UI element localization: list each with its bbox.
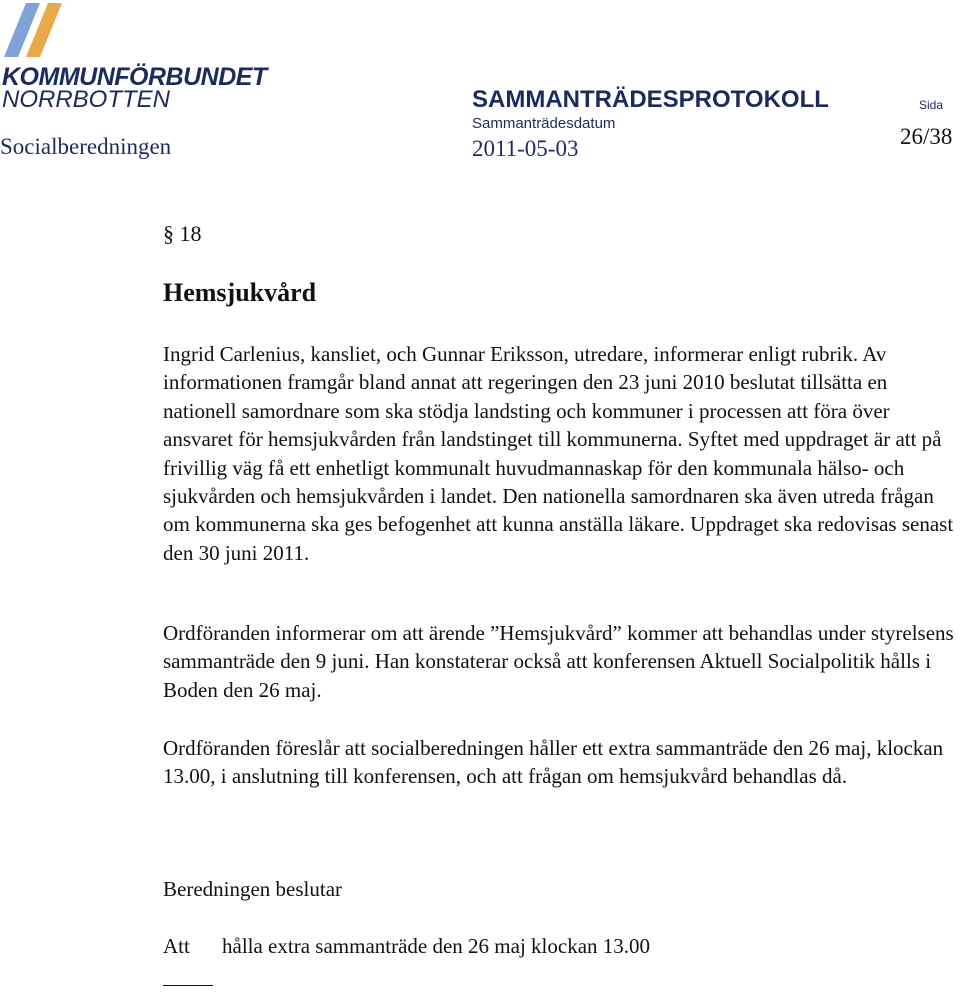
logo-text-norrbotten: NORRBOTTEN xyxy=(2,86,170,113)
decision-underline xyxy=(163,985,213,986)
decision-heading: Beredningen beslutar xyxy=(163,877,343,901)
section-heading: Hemsjukvård xyxy=(163,278,317,307)
decision-att-label: Att xyxy=(163,934,190,958)
meeting-date-value: 2011-05-03 xyxy=(472,136,579,161)
meeting-date-label: Sammanträdesdatum xyxy=(472,115,616,132)
logo-stripes-icon xyxy=(4,3,68,65)
paragraph-information: Ingrid Carlenius, kansliet, och Gunnar Eriksson, utredare, informerar enligt rubrik. Av informationen framgår bland annat att regeringen den 23 juni 2010 beslutat tillsätta en nationell samordnare som ska stödja landsting och kommuner i processen att föra över ansvaret för hemsjukvården från landstinget till kommunerna. Syftet med uppdraget är att på frivillig väg få ett enhetligt kommunalt huvudmannaskap för den kommunala hälso- och sjukvården och hemsjukvården i landet. Den nationella samordnaren ska även utreda frågan om kommunerna ska ges befogenhet att kunna anställa läkare. Uppdraget ska redovisas senast den 30 juni 2011. xyxy=(163,342,954,565)
page-label: Sida xyxy=(919,98,944,112)
decision-text: hålla extra sammanträde den 26 maj klockan 13.00 xyxy=(222,934,651,958)
page-number: 26/38 xyxy=(900,124,953,149)
logo-text-kommunforbundet: KOMMUNFÖRBUNDET xyxy=(2,63,267,91)
document-title: SAMMANTRÄDESPROTOKOLL xyxy=(472,86,829,113)
department-name: Socialberedningen xyxy=(0,134,172,159)
paragraph-chair-informs: Ordföranden informerar om att ärende ”Hemsjukvård” kommer att behandlas under styrelsens sammanträde den 9 juni. Han konstaterar också att konferensen Aktuell Socialpolitik hålls i Boden den 26 maj. xyxy=(163,621,954,702)
paragraph-chair-proposes: Ordföranden föreslår att socialberedningen håller ett extra sammanträde den 26 maj, klockan 13.00, i anslutning till konferensen, och att frågan om hemsjukvård behandlas då. xyxy=(163,736,944,789)
section-number: § 18 xyxy=(163,221,202,246)
